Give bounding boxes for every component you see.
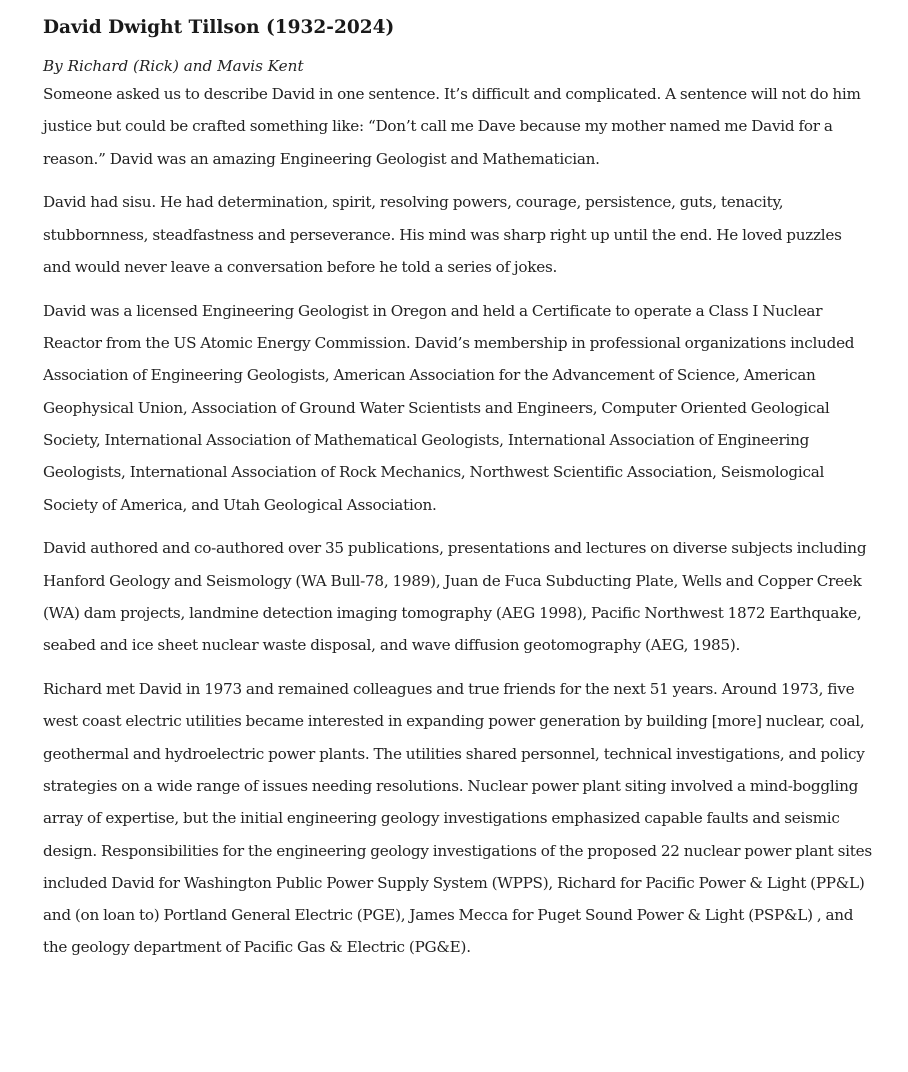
paragraph-publications: David authored and co-authored over 35 publications, presentations and lectures on diverse subjects including Hanford Geology and Seismology (WA Bull-78, 1989), Juan de Fuca Subducting Plate, Wells and Copper Creek (WA) dam projects, landmine detection imaging tomography (AEG 1998), Pacific Northwest 1872 Earthquake, seabed and ice sheet nuclear waste disposal, and wave diffusion geotomography (AEG, 1985). [43, 539, 867, 655]
article-title: David Dwight Tillson (1932-2024) [43, 17, 395, 38]
article-byline: By Richard (Rick) and Mavis Kent [43, 57, 304, 75]
paragraph-description: Someone asked us to describe David in one sentence. It’s difficult and complicated. A sentence will not do him justice but could be crafted something like: “Don’t call me Dave because my mother named me David for a reason.” David was an amazing Engineering Geologist and Mathematician. [43, 85, 861, 168]
article [43, 14, 873, 975]
paragraph-memberships: David was a licensed Engineering Geologist in Oregon and held a Certificate to operate a Class I Nuclear Reactor from the US Atomic Energy Commission. David’s membership in professional organizations included Association of Engineering Geologists, American Association for the Advancement of Science, American Geophysical Union, Association of Ground Water Scientists and Engineers, Computer Oriented Geological Society, International Association of Mathematical Geologists, International Association of Engineering Geologists, International Association of Rock Mechanics, Northwest Scientific Association, Seismological Society of America, and Utah Geological Association. [43, 301, 855, 514]
paragraph-career: Richard met David in 1973 and remained colleagues and true friends for the next 51 years. Around 1973, five west coast electric utilities became interested in expanding power generation by building [more] nuclear, coal, geothermal and hydroelectric power plants. The utilities shared personnel, technical investigations, and policy strategies on a wide range of issues needing resolutions. Nuclear power plant siting involved a mind-boggling array of expertise, but the initial engineering geology investigations emphasized capable faults and seismic design. Responsibilities for the engineering geology investigations of the proposed 22 nuclear power plant sites included David for Washington Public Power Supply System (WPPS), Richard for Pacific Power & Light (PP&L) and (on loan to) Portland General Electric (PGE), James Mecca for Puget Sound Power & Light (PSP&L) , and the geology department of Pacific Gas & Electric (PG&E). [43, 680, 872, 957]
paragraph-character: David had sisu. He had determination, spirit, resolving powers, courage, persistence, guts, tenacity, stubbornness, steadfastness and perseverance. His mind was sharp right up until the end. He loved puzzles and would never leave a conversation before he told a series of jokes. [43, 193, 842, 276]
